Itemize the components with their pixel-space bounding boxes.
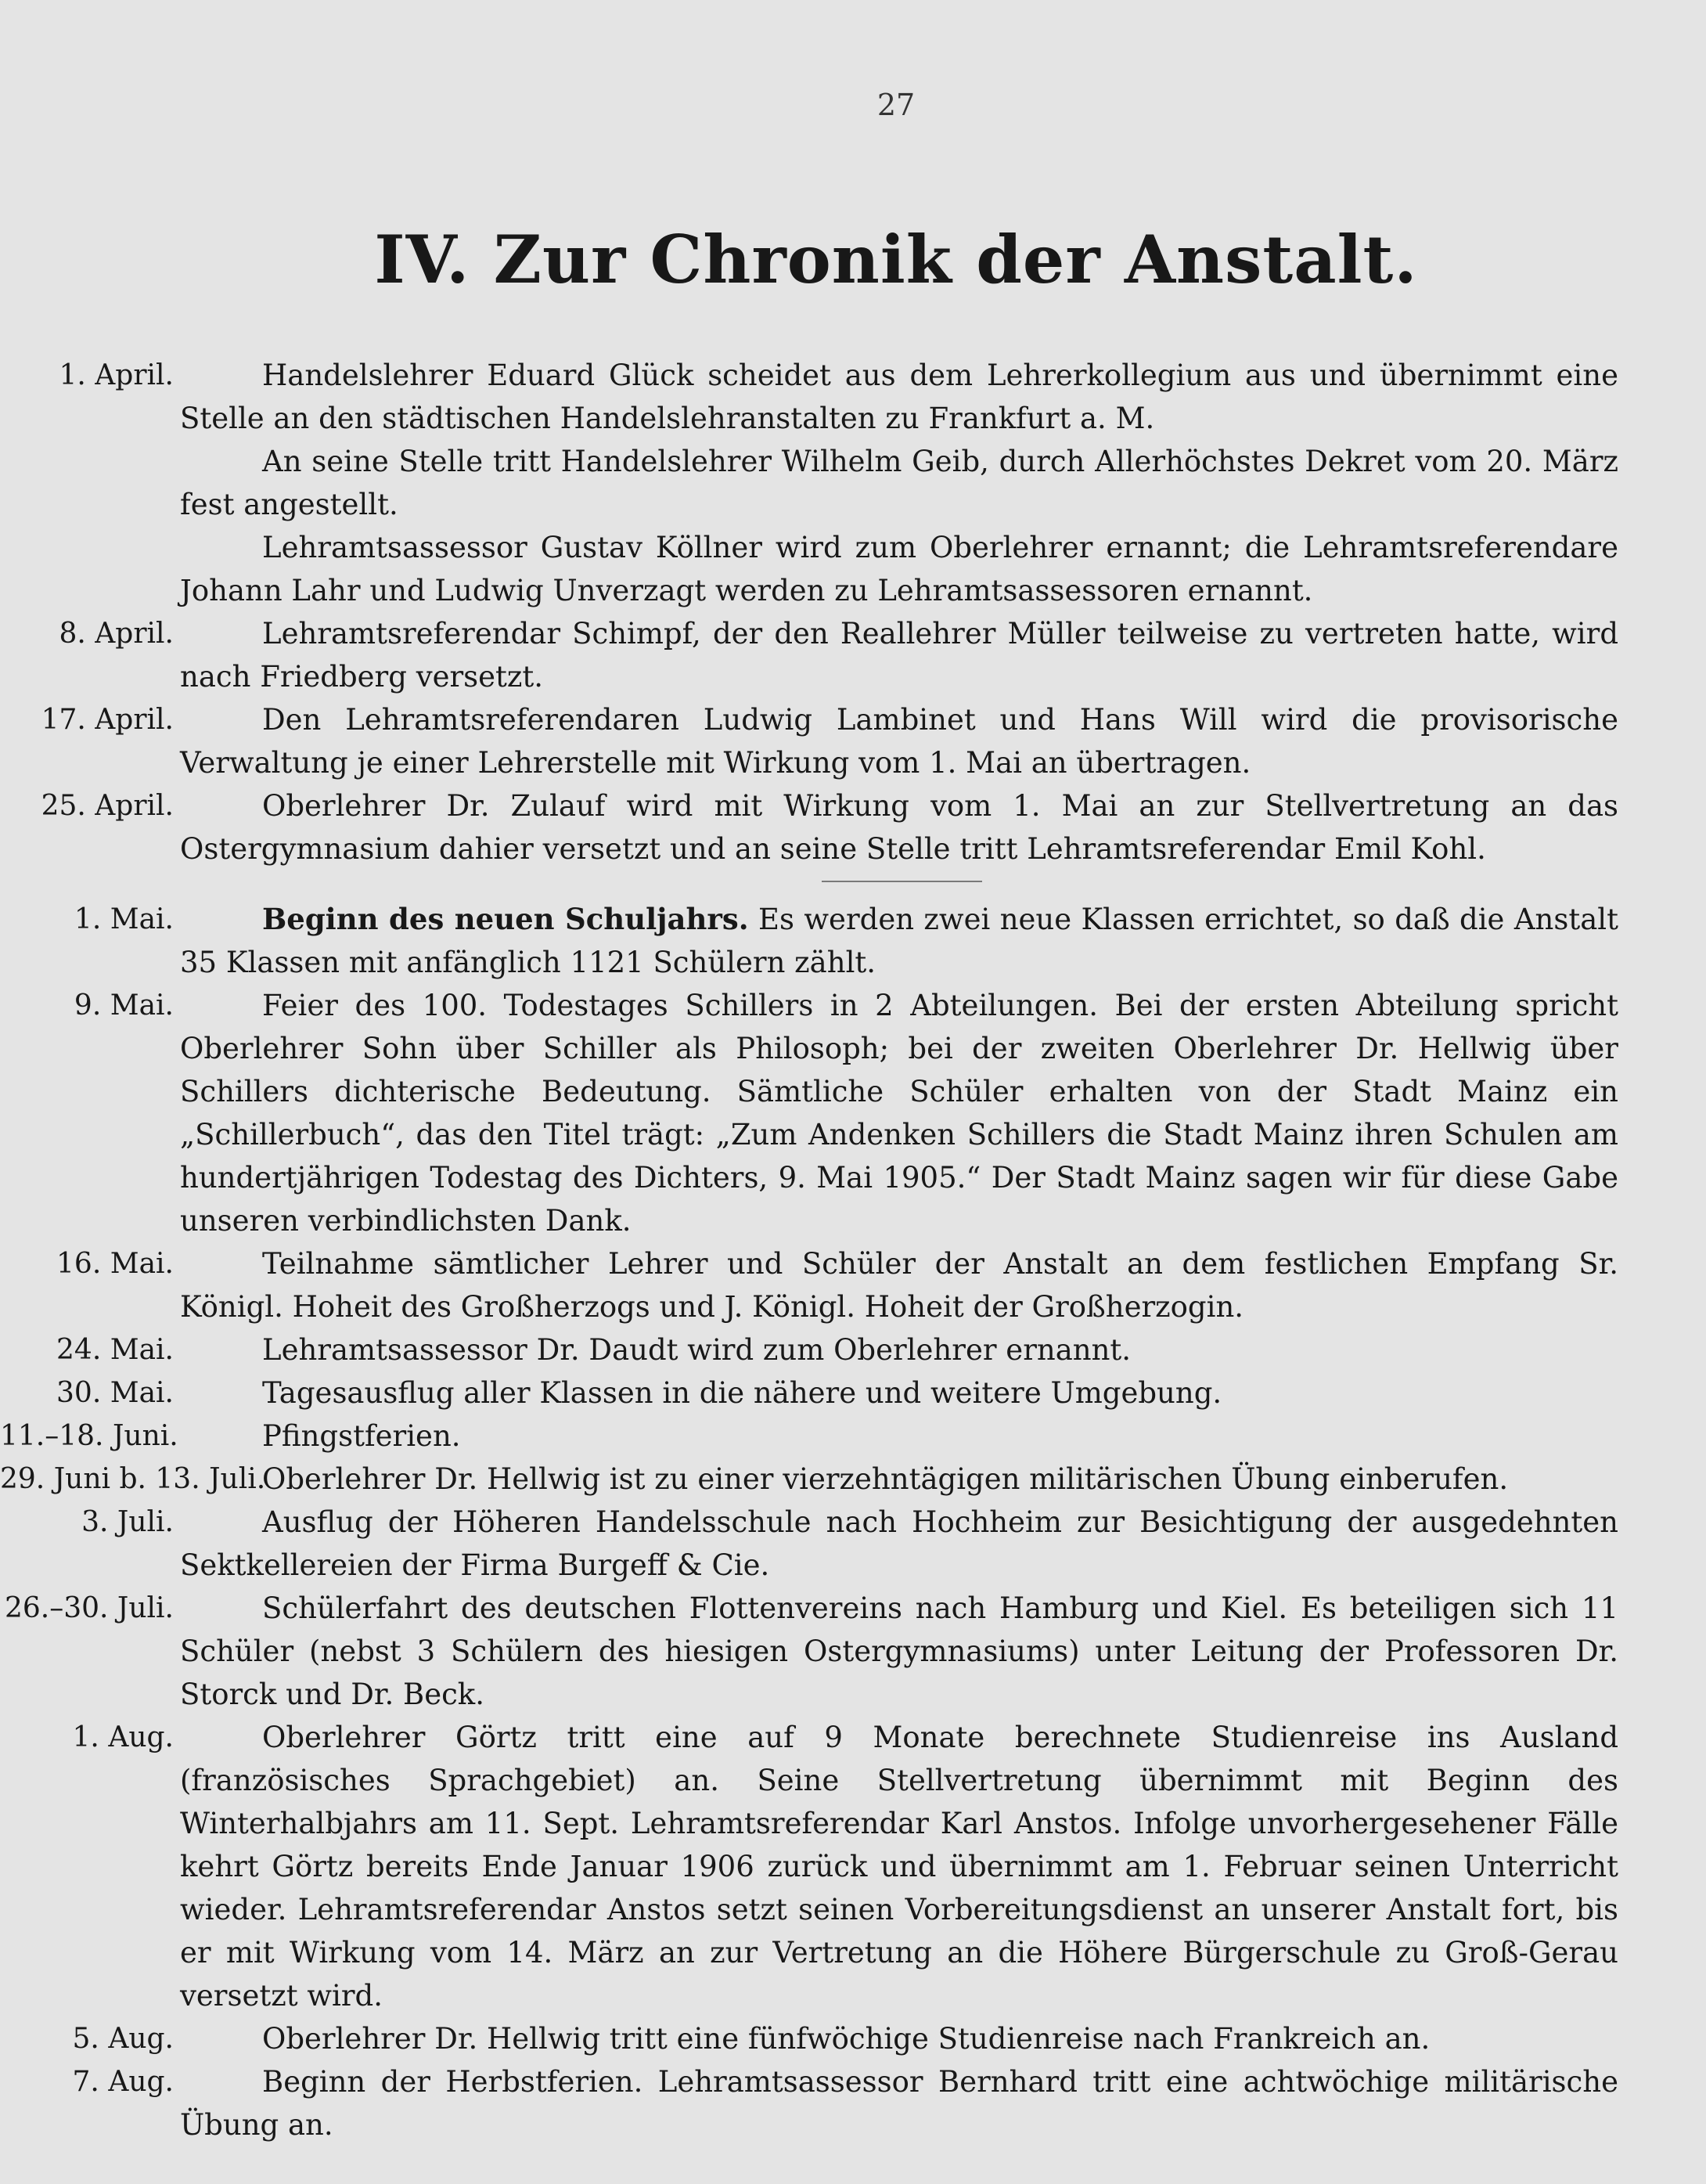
entry-date: 29. Juni b. 13. Juli. (0, 1463, 266, 1495)
entry-paragraph: Tagesausflug aller Klassen in die nähere und weitere Umgebung. (262, 1376, 1222, 1410)
chronicle-entry (0, 354, 1706, 612)
entry-date: 30. Mai. (56, 1377, 174, 1409)
entry-paragraph: Oberlehrer Dr. Hellwig tritt eine fünfwöchige Studienreise nach Frankreich an. (262, 2022, 1431, 2056)
entry-text (180, 2060, 1618, 2146)
chronicle-entry (0, 1242, 1706, 1328)
chronicle-entry (0, 1501, 1706, 1587)
entry-text (180, 698, 1618, 784)
chronicle-entry (0, 1371, 1706, 1415)
chronicle-entry (0, 2017, 1706, 2060)
entry-date: 17. April. (41, 704, 174, 736)
entry-date: 11.–18. Juni. (0, 1420, 178, 1452)
entry-text (180, 984, 1618, 1242)
entry-text (180, 1716, 1618, 2017)
chronicle-entry (0, 612, 1706, 698)
entry-date: 7. Aug. (72, 2066, 174, 2098)
entry-paragraph: Pfingstferien. (262, 1419, 461, 1453)
entry-text (180, 612, 1618, 698)
chronicle-entry (0, 784, 1706, 870)
entry-paragraph: Oberlehrer Dr. Zulauf wird mit Wirkung vom 1. Mai an zur Stellvertretung an das Ostergymnasium dahier versetzt und an seine Stelle tritt Lehramtsreferendar Emil Kohl. (180, 789, 1618, 866)
entry-date: 1. April. (59, 359, 174, 391)
entry-text (180, 1458, 1618, 1501)
entry-date: 25. April. (41, 790, 174, 822)
entry-paragraph: Lehramtsreferendar Schimpf, der den Reallehrer Müller teilweise zu vertreten hatte, wird nach Friedberg versetzt. (180, 617, 1618, 694)
chapter-title: IV. Zur Chronik der Anstalt. (374, 221, 1418, 298)
entry-paragraph: Feier des 100. Todestages Schillers in 2 Abteilungen. Bei der ersten Abteilung spricht Oberlehrer Sohn über Schiller als Philosoph; bei der zweiten Oberlehrer Dr. Hellwig über Schillers dichterische Bedeutung. Sämtliche Schüler erhalten von der Stadt Mainz ein „Schillerbuch“, das den Titel trägt: „Zum Andenken Schillers die Stadt Mainz ihren Schulen am hundertjährigen Todestag des Dichters, 9. Mai 1905.“ Der Stadt Mainz sagen wir für diese Gabe unseren verbindlichsten Dank. (180, 989, 1618, 1238)
entry-date: 16. Mai. (56, 1248, 174, 1280)
chronicle-entry (0, 1328, 1706, 1371)
entry-text (180, 1371, 1618, 1415)
chronicle-entry (0, 898, 1706, 984)
entry-text (180, 1328, 1618, 1371)
school-year-start-heading: Beginn des neuen Schuljahrs. (262, 902, 749, 936)
chronicle-entry (0, 2060, 1706, 2146)
chronicle-entry (0, 1587, 1706, 1716)
entry-paragraph: Oberlehrer Görtz tritt eine auf 9 Monate berechnete Studienreise ins Ausland (französisches Sprachgebiet) an. Seine Stellvertretung übernimmt mit Beginn des Winterhalbjahrs am 11. Sept. Lehramtsreferendar Karl Anstos. Infolge unvorhergesehener Fälle kehrt Görtz bereits Ende Januar 1906 zurück und übernimmt am 1. Februar seinen Unterricht wieder. Lehramtsreferendar Anstos setzt seinen Vorbereitungsdienst an unserer Anstalt fort, bis er mit Wirkung vom 14. März an zur Vertretung an die Höhere Bürgerschule zu Groß-Gerau versetzt wird. (180, 1721, 1618, 2013)
entry-text (180, 784, 1618, 870)
chronicle-entry (0, 698, 1706, 784)
chronicle-entry (0, 984, 1706, 1242)
entry-text (180, 1587, 1618, 1716)
entry-paragraph: Lehramtsassessor Gustav Köllner wird zum Oberlehrer ernannt; die Lehramtsreferendare Johann Lahr und Ludwig Unverzagt werden zu Lehramtsassessoren ernannt. (180, 531, 1618, 607)
entry-paragraph: An seine Stelle tritt Handelslehrer Wilhelm Geib, durch Allerhöchstes Dekret vom 20. März fest angestellt. (180, 445, 1618, 521)
entry-date: 1. Aug. (72, 1721, 174, 1753)
entry-paragraph (180, 898, 1618, 984)
entry-date: 9. Mai. (74, 989, 174, 1022)
entry-paragraph: Oberlehrer Dr. Hellwig ist zu einer vierzehntägigen militärischen Übung einberufen. (262, 1462, 1509, 1496)
entry-paragraph: Schülerfahrt des deutschen Flottenvereins nach Hamburg und Kiel. Es beteiligen sich 11 Schüler (nebst 3 Schülern des hiesigen Ostergymnasiums) unter Leitung der Professoren Dr. Storck und Dr. Beck. (180, 1591, 1618, 1711)
entry-paragraph: Handelslehrer Eduard Glück scheidet aus dem Lehrerkollegium aus und übernimmt eine Stelle an den städtischen Handelslehranstalten zu Frankfurt a. M. (180, 359, 1618, 435)
entry-text (180, 1242, 1618, 1328)
entry-date: 3. Juli. (81, 1506, 174, 1538)
entry-date: 8. April. (59, 618, 174, 650)
entry-paragraph: Beginn der Herbstferien. Lehramtsassessor Bernhard tritt eine achtwöchige militärische Übung an. (180, 2065, 1618, 2142)
entry-date: 5. Aug. (72, 2023, 174, 2055)
entry-paragraph: Den Lehramtsreferendaren Ludwig Lambinet und Hans Will wird die provisorische Verwaltung je einer Lehrerstelle mit Wirkung vom 1. Mai an übertragen. (180, 703, 1618, 780)
entry-paragraph: Ausflug der Höheren Handelsschule nach Hochheim zur Besichtigung der ausgedehnten Sektkellereien der Firma Burgeff & Cie. (180, 1505, 1618, 1582)
entry-date: 1. Mai. (74, 903, 174, 935)
entry-date: 24. Mai. (56, 1334, 174, 1366)
chronicle-entry (0, 1458, 1706, 1501)
entry-text (180, 2017, 1618, 2060)
page-number: 27 (876, 88, 916, 122)
entry-date: 26.–30. Juli. (4, 1592, 174, 1624)
chronicle-april (0, 354, 1706, 870)
section-divider (822, 881, 982, 882)
entry-paragraph: Lehramtsassessor Dr. Daudt wird zum Oberlehrer ernannt. (262, 1333, 1132, 1367)
chronicle-entry (0, 1716, 1706, 2017)
entry-paragraph: Teilnahme sämtlicher Lehrer und Schüler der Anstalt an dem festlichen Empfang Sr. Königl. Hoheit des Großherzogs und J. Königl. Hoheit der Großherzogin. (180, 1247, 1618, 1324)
chronicle-may-august (0, 898, 1706, 2146)
chronicle-entry (0, 1415, 1706, 1458)
entry-text (180, 354, 1618, 612)
entry-text (180, 1501, 1618, 1587)
entry-text (180, 1415, 1618, 1458)
entry-text (180, 898, 1618, 984)
entry-paragraph-text: Es werden zwei neue Klassen errichtet, so daß die Anstalt 35 Klassen mit anfänglich 1121 Schülern zählt. (180, 903, 1618, 979)
